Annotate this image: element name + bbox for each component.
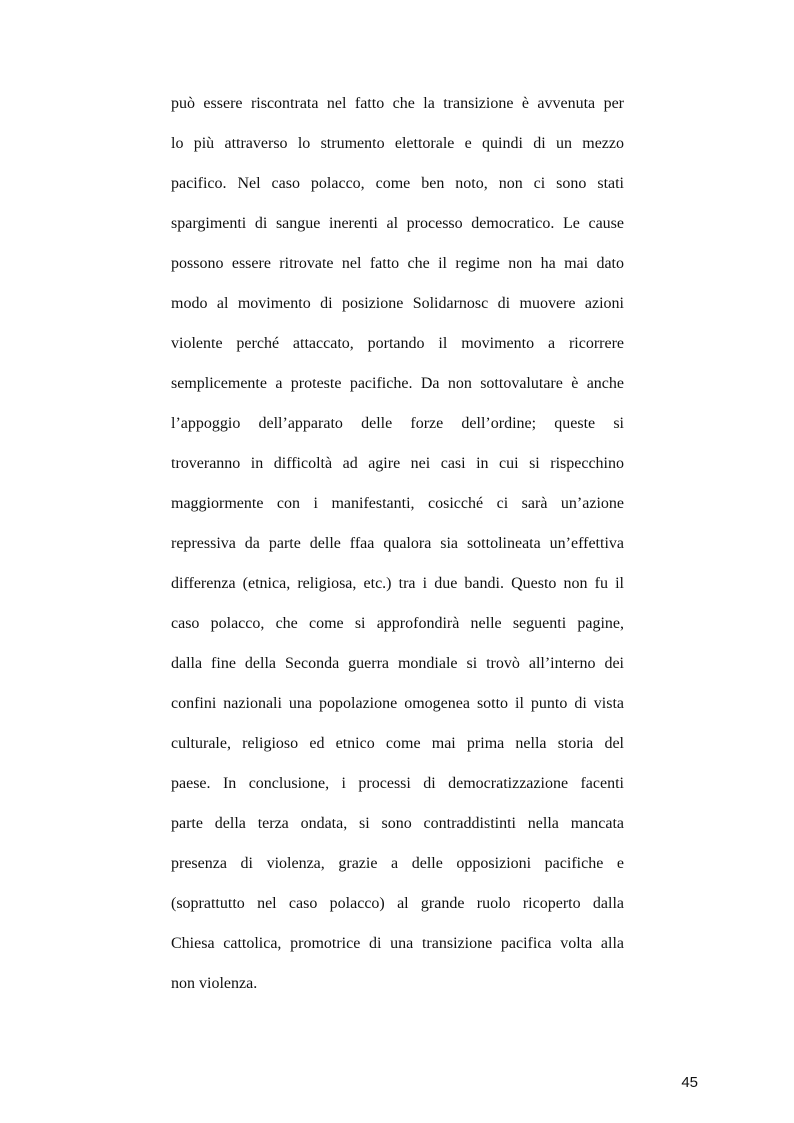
text-line: lo più attraverso lo strumento elettorale e quindi di un mezzo: [171, 135, 624, 152]
text-line: l’appoggio dell’apparato delle forze dell’ordine; queste si: [171, 415, 624, 432]
text-line: spargimenti di sangue inerenti al processo democratico. Le cause: [171, 215, 624, 232]
text-line: caso polacco, che come si approfondirà nelle seguenti pagine,: [171, 615, 624, 632]
text-line: presenza di violenza, grazie a delle opposizioni pacifiche e: [171, 855, 624, 872]
text-line: repressiva da parte delle ffaa qualora sia sottolineata un’effettiva: [171, 535, 624, 552]
text-line: culturale, religioso ed etnico come mai prima nella storia del: [171, 735, 624, 752]
text-line-last: non violenza.: [171, 975, 258, 992]
text-line: troveranno in difficoltà ad agire nei casi in cui si rispecchino: [171, 455, 624, 472]
text-line: può essere riscontrata nel fatto che la transizione è avvenuta per: [171, 95, 624, 112]
text-line: differenza (etnica, religiosa, etc.) tra i due bandi. Questo non fu il: [171, 575, 624, 592]
text-line: paese. In conclusione, i processi di democratizzazione facenti: [171, 775, 624, 792]
text-line: pacifico. Nel caso polacco, come ben noto, non ci sono stati: [171, 175, 624, 192]
text-line: parte della terza ondata, si sono contraddistinti nella mancata: [171, 815, 624, 832]
text-line: dalla fine della Seconda guerra mondiale si trovò all’interno dei: [171, 655, 624, 672]
text-line: semplicemente a proteste pacifiche. Da non sottovalutare è anche: [171, 375, 624, 392]
text-line: modo al movimento di posizione Solidarnosc di muovere azioni: [171, 295, 624, 312]
page-number: 45: [681, 1074, 698, 1091]
text-line: violente perché attaccato, portando il movimento a ricorrere: [171, 335, 624, 352]
text-line: (soprattutto nel caso polacco) al grande ruolo ricoperto dalla: [171, 895, 624, 912]
text-line: maggiormente con i manifestanti, cosicché ci sarà un’azione: [171, 495, 624, 512]
text-line: confini nazionali una popolazione omogenea sotto il punto di vista: [171, 695, 624, 712]
text-line: Chiesa cattolica, promotrice di una transizione pacifica volta alla: [171, 935, 624, 952]
text-line: possono essere ritrovate nel fatto che il regime non ha mai dato: [171, 255, 624, 272]
body-paragraph: [171, 92, 624, 1012]
